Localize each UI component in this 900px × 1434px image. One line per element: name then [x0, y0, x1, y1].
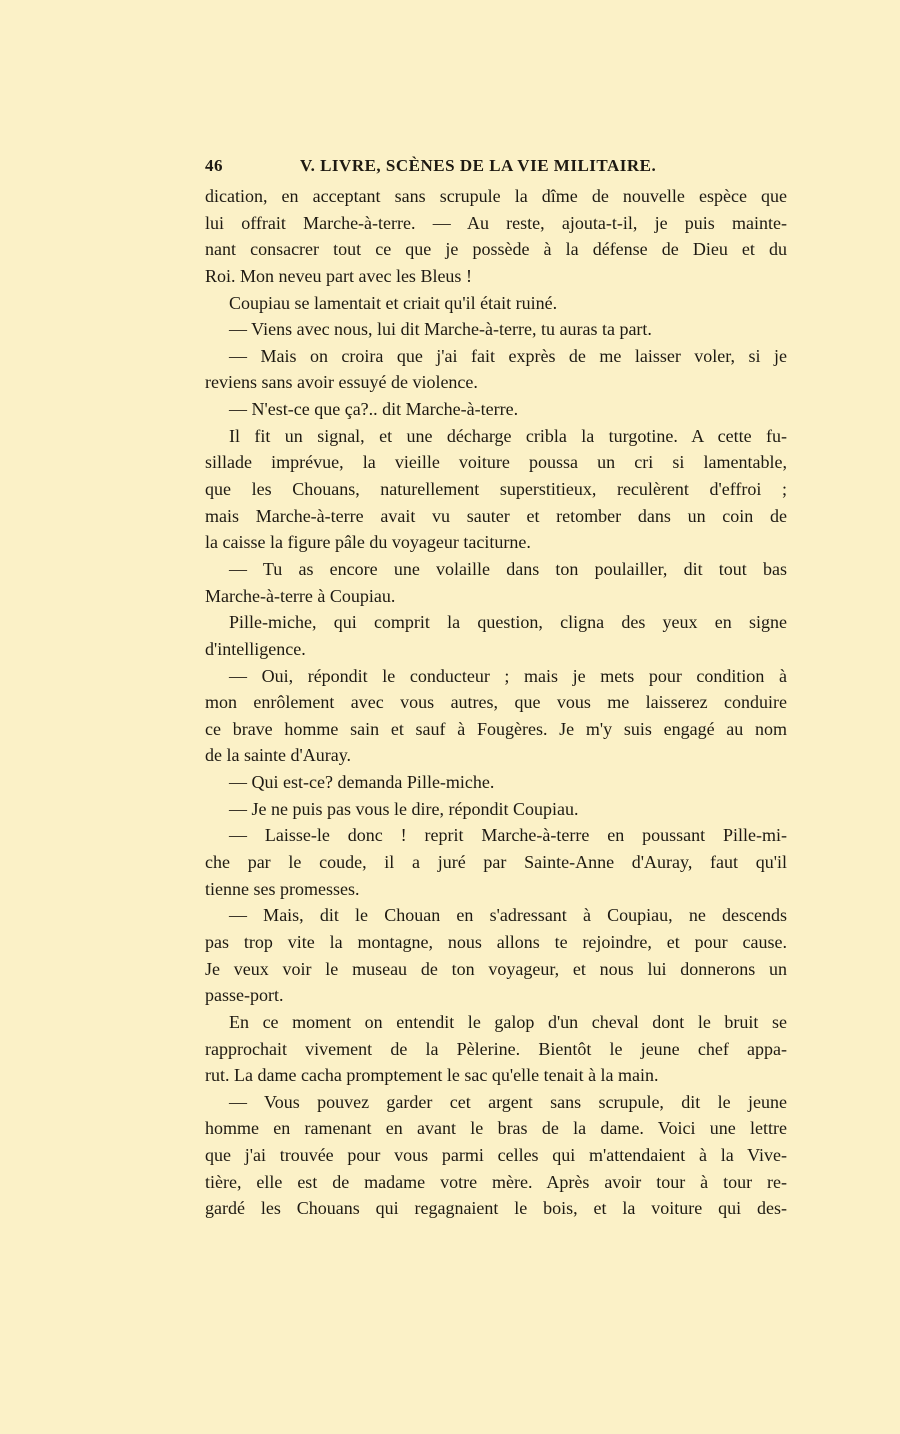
text-line: nant consacrer tout ce que je possède à la défense de Dieu et du — [205, 239, 787, 260]
text-line: — Qui est-ce? demanda Pille-miche. — [229, 772, 495, 793]
text-line: homme en ramenant en avant le bras de la dame. Voici une lettre — [205, 1118, 787, 1139]
text-line: tienne ses promesses. — [205, 878, 360, 899]
text-line: Marche-à-terre à Coupiau. — [205, 585, 396, 606]
text-line: — N'est-ce que ça?.. dit Marche-à-terre. — [229, 399, 519, 420]
text-line: reviens sans avoir essuyé de violence. — [205, 372, 478, 393]
text-line: la caisse la figure pâle du voyageur taciturne. — [205, 532, 531, 553]
text-line: Je veux voir le museau de ton voyageur, et nous lui donnerons un — [205, 958, 787, 979]
text-line: — Mais, dit le Chouan en s'adressant à Coupiau, ne descends — [229, 905, 787, 926]
text-line: lui offrait Marche-à-terre. — Au reste, ajouta-t-il, je puis mainte- — [205, 212, 787, 233]
text-line: passe-port. — [205, 985, 284, 1006]
text-line: che par le coude, il a juré par Sainte-Anne d'Auray, faut qu'il — [205, 852, 787, 873]
text-line: Coupiau se lamentait et criait qu'il était ruiné. — [229, 292, 558, 313]
text-line: que les Chouans, naturellement superstitieux, reculèrent d'effroi ; — [205, 479, 787, 500]
page-number: 46 — [205, 156, 223, 175]
text-line: Roi. Mon neveu part avec les Bleus ! — [205, 265, 472, 286]
text-line: de la sainte d'Auray. — [205, 745, 352, 766]
text-line: mais Marche-à-terre avait vu sauter et retomber dans un coin de — [205, 505, 787, 526]
text-line: dication, en acceptant sans scrupule la dîme de nouvelle espèce que — [205, 186, 787, 206]
text-line: — Mais on croira que j'ai fait exprès de me laisser voler, si je — [229, 345, 787, 366]
text-line: — Laisse-le donc ! reprit Marche-à-terre en poussant Pille-mi- — [229, 825, 787, 846]
text-line: Il fit un signal, et une décharge cribla la turgotine. A cette fu- — [229, 425, 787, 446]
text-line: gardé les Chouans qui regagnaient le bois, et la voiture qui des- — [205, 1198, 787, 1219]
text-line: mon enrôlement avec vous autres, que vous me laisserez conduire — [205, 692, 787, 713]
text-line: En ce moment on entendit le galop d'un cheval dont le bruit se — [229, 1011, 787, 1032]
running-title: V. LIVRE, SCÈNES DE LA VIE MILITAIRE. — [300, 156, 657, 175]
text-line: que j'ai trouvée pour vous parmi celles qui m'attendaient à la Vive- — [205, 1145, 787, 1166]
text-line: — Oui, répondit le conducteur ; mais je mets pour condition à — [229, 665, 787, 686]
text-line: — Vous pouvez garder cet argent sans scrupule, dit le jeune — [229, 1091, 787, 1112]
text-line: d'intelligence. — [205, 638, 306, 659]
text-line: — Viens avec nous, lui dit Marche-à-terre, tu auras ta part. — [229, 319, 652, 340]
text-line: sillade imprévue, la vieille voiture poussa un cri si lamentable, — [205, 452, 787, 473]
text-line: — Tu as encore une volaille dans ton poulailler, dit tout bas — [229, 558, 787, 579]
text-line: — Je ne puis pas vous le dire, répondit Coupiau. — [229, 798, 579, 819]
text-line: ce brave homme sain et sauf à Fougères. Je m'y suis engagé au nom — [205, 718, 787, 739]
page-body-text — [205, 183, 787, 1222]
text-line: rut. La dame cacha promptement le sac qu'elle tenait à la main. — [205, 1065, 659, 1086]
text-line: pas trop vite la montagne, nous allons te rejoindre, et pour cause. — [205, 931, 787, 952]
text-line: tière, elle est de madame votre mère. Après avoir tour à tour re- — [205, 1171, 787, 1192]
text-line: rapprochait vivement de la Pèlerine. Bientôt le jeune chef appa- — [205, 1038, 787, 1059]
text-line: Pille-miche, qui comprit la question, cligna des yeux en signe — [229, 612, 787, 633]
